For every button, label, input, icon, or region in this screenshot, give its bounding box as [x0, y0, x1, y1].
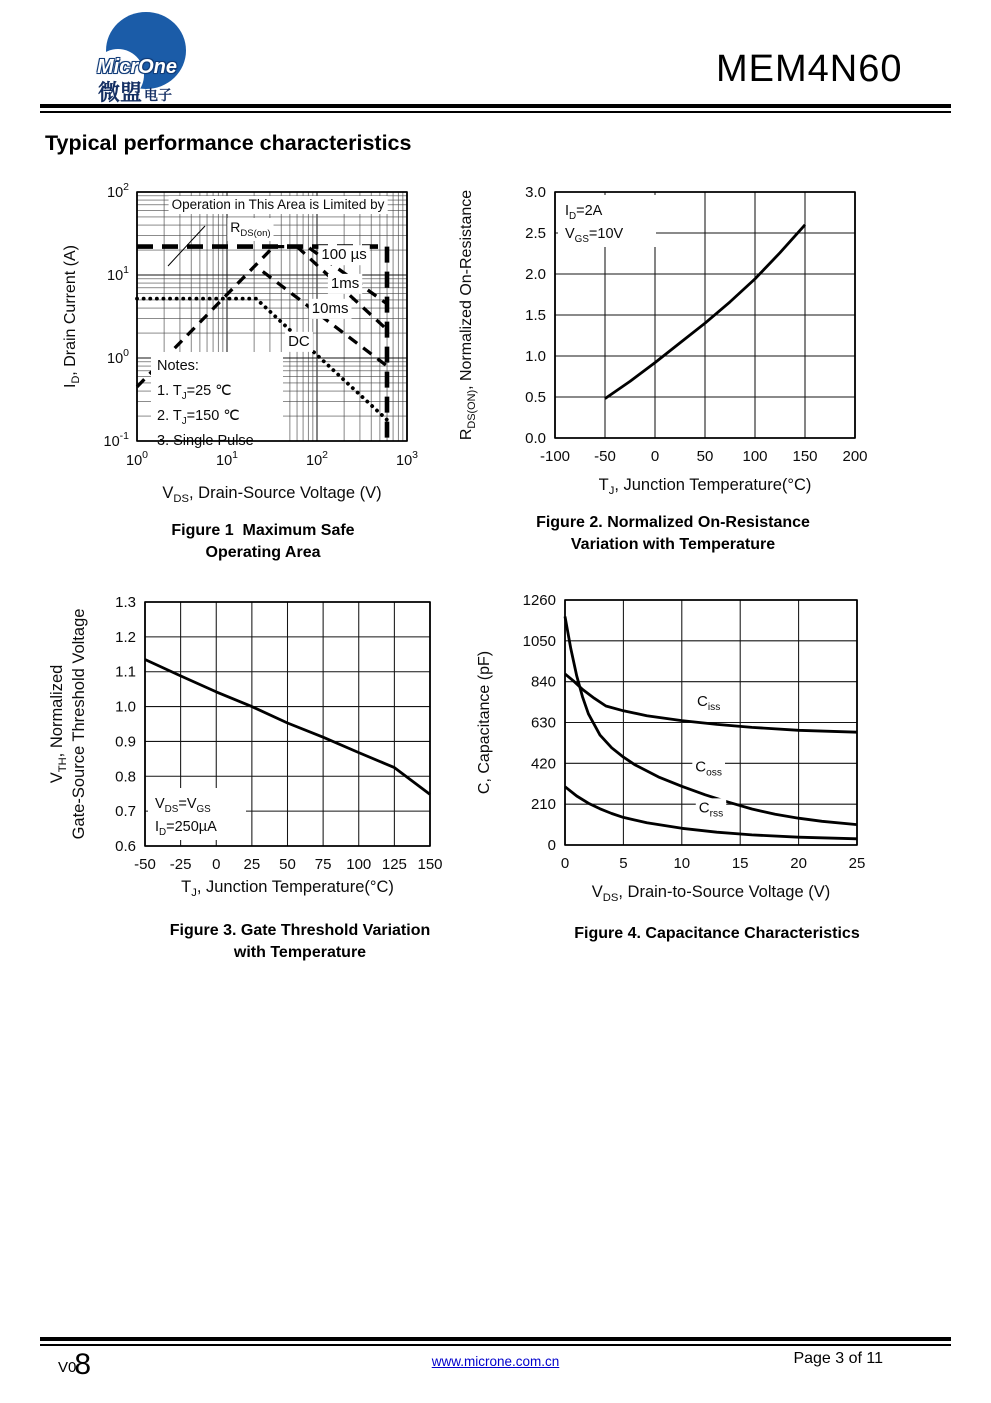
- svg-text:5: 5: [619, 855, 628, 872]
- svg-text:ID=250µA: $I_D=250\mu A$: [155, 819, 217, 838]
- svg-text:101: $10^1$: [216, 449, 238, 469]
- svg-text:2. TJ=150 ℃: 2. $T_J=150$ ℃: [157, 408, 240, 427]
- header-rule: [40, 104, 951, 113]
- svg-text:100: $10^0$: [126, 449, 148, 469]
- svg-text:1.3: 1.3: [115, 594, 136, 611]
- logo-brand-text: MicrOne: [97, 56, 178, 78]
- svg-text:2.5: 2.5: [525, 225, 546, 242]
- svg-text:210: 210: [530, 796, 556, 814]
- section-heading: Typical performance characteristics: [45, 131, 412, 155]
- svg-text:3.0: 3.0: [525, 184, 546, 201]
- svg-text:2.0: 2.0: [525, 266, 546, 283]
- svg-text:10: 10: [673, 855, 691, 872]
- svg-text:150: 150: [417, 856, 443, 873]
- logo-cn-suffix: 电子: [144, 87, 173, 103]
- svg-text:100: 100: [346, 856, 372, 873]
- svg-text:RDS(on): $R_{DS(on)}$: [230, 219, 271, 239]
- svg-text:TJ, Junction Temperature(°C): $T_J$, Junction Temperature(°C): [181, 878, 394, 899]
- svg-text:0.9: 0.9: [115, 733, 136, 751]
- svg-text:0.7: 0.7: [115, 803, 136, 821]
- figure-4-chart: [455, 584, 895, 914]
- figure-2-chart: [455, 176, 895, 508]
- svg-text:101: $10^1$: [107, 264, 129, 284]
- microne-logo: [92, 12, 207, 108]
- figure-1-chart: [55, 178, 475, 518]
- svg-text:0.8: 0.8: [115, 768, 136, 786]
- svg-text:200: 200: [842, 448, 868, 465]
- svg-text:1. TJ=25 ℃: 1. $T_J=25$ ℃: [157, 383, 232, 402]
- svg-text:DC: DC: [288, 332, 310, 350]
- svg-text:0: 0: [560, 855, 570, 872]
- svg-text:ID, Drain Current (A): $I_D$, Drain Current (A): [62, 244, 82, 389]
- svg-text:VDS=VGS: $V_{DS}=V_{GS}$: [155, 796, 211, 815]
- svg-text:Notes:: Notes:: [157, 358, 199, 374]
- svg-text:100 µs: 100 µs: [321, 246, 367, 264]
- svg-text:50: 50: [696, 448, 714, 465]
- svg-text:Coss: $C_{oss}$: [695, 758, 723, 779]
- svg-text:Ciss: $C_{iss}$: [697, 692, 721, 713]
- svg-text:VDS, Drain-to-Source Voltage (: $V_{DS}$, Drain-to-Source Voltage (V): [591, 883, 831, 904]
- logo-cn-main: 微盟: [98, 80, 143, 105]
- svg-text:Crss: $C_{rss}$: [698, 799, 724, 820]
- svg-text:1.2: 1.2: [115, 628, 136, 646]
- svg-text:50: 50: [279, 856, 296, 873]
- svg-text:Operation in This Area is Limi: Operation in This Area is Limited by: [171, 197, 385, 212]
- svg-text:840: 840: [530, 673, 556, 691]
- svg-text:-100: -100: [539, 448, 571, 465]
- svg-text:100: $10^0$: [107, 347, 129, 367]
- svg-text:C, Capacitance (pF): C, Capacitance (pF): [476, 650, 493, 795]
- svg-text:15: 15: [731, 855, 749, 872]
- website-link[interactable]: www.microne.com.cn: [431, 1354, 560, 1369]
- svg-text:25: 25: [243, 856, 261, 873]
- svg-text:103: $10^3$: [396, 449, 418, 469]
- svg-text:ID=2A: $I_D=2A$: [565, 203, 603, 222]
- svg-text:3. Single Pulse: 3. Single Pulse: [157, 433, 254, 449]
- figure-3-caption: Figure 3. Gate Threshold Variation with Temperature: [169, 922, 431, 962]
- svg-text:150: 150: [792, 448, 818, 465]
- svg-text:-25: -25: [169, 856, 192, 873]
- svg-text:VDS, Drain-Source Voltage (V): $V_{DS}$, Drain-Source Voltage (V): [162, 484, 382, 505]
- svg-text:102: $10^2$: [306, 449, 328, 469]
- svg-text:VGS=10V: $V_{GS}=10V$: [565, 226, 624, 245]
- figure-4-caption: Figure 4. Capacitance Characteristics: [574, 925, 860, 942]
- part-number-title: MEM4N60: [716, 48, 903, 90]
- figure-1-caption: Figure 1 Maximum Safe Operating Area: [171, 522, 355, 562]
- svg-text:0: 0: [650, 448, 660, 465]
- svg-text:100: 100: [742, 448, 768, 465]
- svg-text:0.0: 0.0: [525, 430, 546, 447]
- svg-text:75: 75: [314, 856, 332, 873]
- figure-2-caption: Figure 2. Normalized On-Resistance Variation with Temperature: [536, 514, 810, 554]
- document-version: V08: [58, 1348, 92, 1381]
- svg-text:10ms: 10ms: [311, 299, 349, 317]
- svg-text:-50: -50: [594, 448, 616, 465]
- svg-text:VTH, Normalized: $V_{TH}$, Normalized: [48, 664, 69, 784]
- svg-text:102: $10^2$: [107, 181, 129, 201]
- svg-text:RDS(ON), Normalized On-Resista: $R_{DS(ON)}$, Normalized On-Resistance: [458, 189, 478, 441]
- svg-text:1260: 1260: [522, 592, 556, 609]
- figure-3-chart: [40, 588, 470, 918]
- svg-text:1.0: 1.0: [115, 698, 136, 716]
- svg-text:1.0: 1.0: [525, 348, 546, 365]
- svg-text:1ms: 1ms: [330, 274, 360, 292]
- logo-chinese-name: [98, 76, 172, 107]
- page-indicator: Page 3 of 11: [793, 1350, 883, 1367]
- svg-text:0.6: 0.6: [115, 838, 136, 855]
- svg-text:420: 420: [530, 755, 556, 773]
- svg-text:Gate-Source Threshold Voltage: Gate-Source Threshold Voltage: [70, 608, 88, 840]
- svg-text:630: 630: [530, 714, 556, 732]
- svg-text:0: 0: [547, 837, 556, 854]
- svg-text:1.5: 1.5: [525, 307, 546, 324]
- svg-text:TJ, Junction Temperature(°C): $T_J$, Junction Temperature(°C): [598, 476, 812, 497]
- svg-text:20: 20: [790, 855, 807, 872]
- svg-text:0.5: 0.5: [525, 389, 546, 406]
- svg-text:10-1: $10^{-1}$: [103, 430, 129, 450]
- svg-text:1050: 1050: [522, 632, 556, 650]
- svg-text:25: 25: [848, 855, 866, 872]
- footer-rule: [40, 1337, 951, 1346]
- svg-text:0: 0: [212, 856, 221, 873]
- svg-text:125: 125: [381, 856, 407, 873]
- svg-text:1.1: 1.1: [115, 663, 136, 681]
- svg-text:-50: -50: [134, 856, 156, 873]
